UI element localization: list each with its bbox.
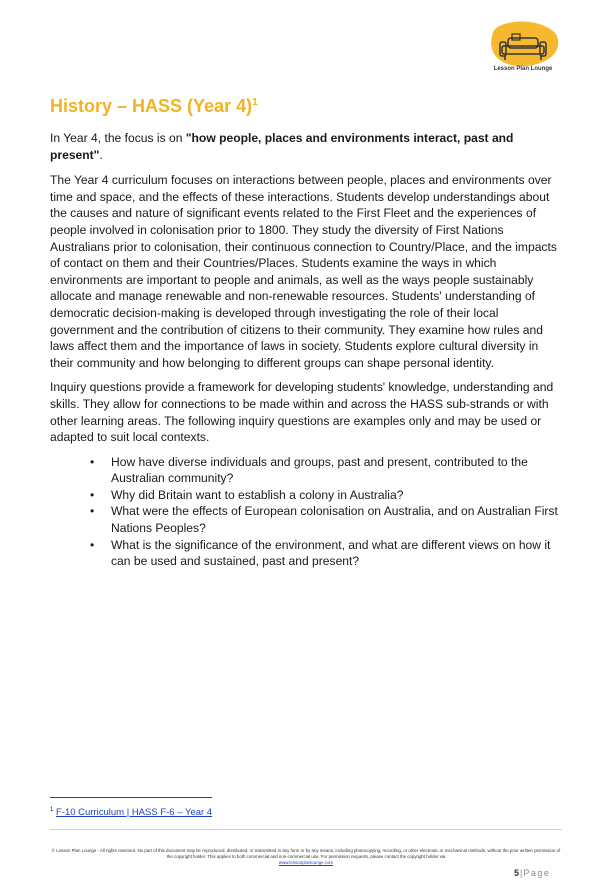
list-item: • What were the effects of European colonisation on Australia, and on Australian First Nations Peoples? (110, 503, 562, 536)
footnote-link[interactable]: F-10 Curriculum | HASS F-6 – Year 4 (55, 807, 213, 819)
page-word: Page (523, 868, 551, 878)
inquiry-questions-list (50, 454, 562, 570)
page-number-value: 5 (514, 868, 520, 878)
curriculum-paragraph: The Year 4 curriculum focuses on interactions between people, places and environments over time and space, and the effects of these interactions. Students develop understandings about the causes and nature of significant events related to the First Fleet and the experiences of people involved in colonisation prior to 1800. They study the diversity of First Nations Australians prior to colonisation, their continuous connection to Country/Place, and the impacts of contact on them and their Countries/Places. Students examine the ways in which environments are important to people and animals, as well as the ways people sustainably allocate and manage renewable and non-renewable resources. Students' understanding of democratic decision-making is developed through investigating the role of their local government and the contribution of citizens to their community. They examine how rules and laws affect them and the importance of laws in society. Students explore cultural diversity in their community and how belonging to different groups can shape personal identity. (50, 173, 557, 370)
copyright-text: © Lesson Plan Lounge - All rights reserved. No part of this document may be reproduced, distributed, or transmitted in any form or by any means, including photocopying, recording, or other electronic or mechanical methods, without the prior written permission of the copyright holder. This applies to both commercial and non-commercial use. For permission requests, please contact the copyright holder via (51, 848, 561, 859)
logo-label: Lesson Plan Lounge (493, 66, 553, 72)
intro-text: In Year 4, the focus is on (50, 131, 186, 145)
footer-divider (50, 829, 562, 830)
title-footnote-marker: 1 (252, 97, 258, 108)
footnote (50, 807, 212, 818)
list-item: • How have diverse individuals and groups, past and present, contributed to the Australian community? (110, 454, 562, 487)
list-item: • What is the significance of the environment, and what are different views on how it can be used and sustained, past and present? (110, 537, 562, 570)
footnote-divider (50, 797, 212, 798)
page-title-text: History – HASS (Year 4) (50, 96, 253, 116)
page-number: 5|Page (514, 868, 551, 878)
page-title (50, 96, 258, 117)
copyright-notice (50, 848, 562, 866)
intro-end: . (99, 147, 103, 162)
website-link[interactable]: www.lessonplanlounge.com (278, 860, 334, 865)
main-content (50, 130, 562, 570)
footnote-number: 1 (50, 807, 54, 813)
inquiry-paragraph: Inquiry questions provide a framework for developing students' knowledge, understanding and skills. They allow for connections to be made within and across the HASS sub-strands or with other learning areas. The following inquiry questions are examples only and may be used or adapted to suit local contexts. (50, 380, 554, 445)
list-item: • Why did Britain want to establish a colony in Australia? (110, 487, 562, 504)
intro-focus-quote: "how people, places and environments interact, past and present" (50, 131, 514, 162)
intro-paragraph (50, 130, 562, 163)
